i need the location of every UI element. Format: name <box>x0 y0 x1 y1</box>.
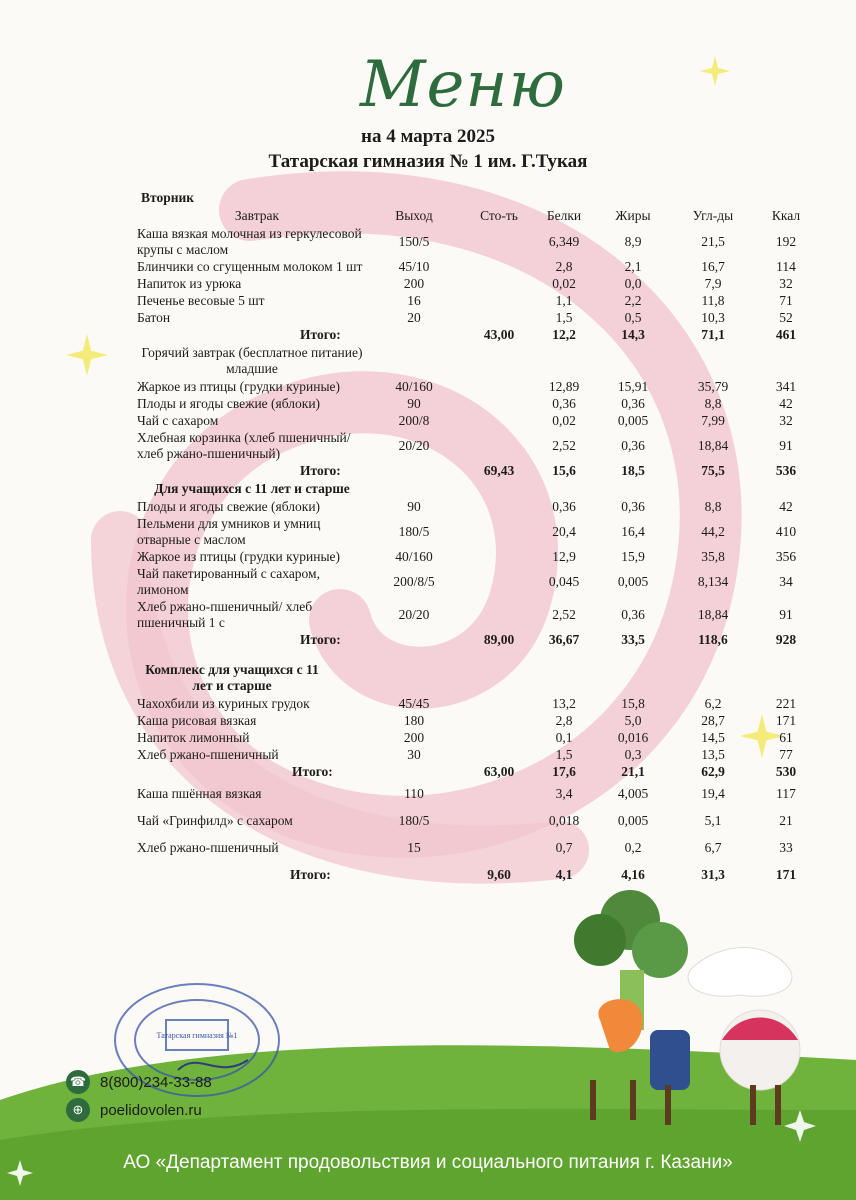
section-title: Для учащихся с 11 лет и старше <box>154 481 350 496</box>
table-row <box>0 713 856 730</box>
dish-name: Жаркое из птицы (грудки куриные) <box>137 549 341 564</box>
dish-protein: 0,36 <box>552 396 576 411</box>
sparkle-icon <box>700 56 730 86</box>
dish-protein: 20,4 <box>552 524 576 539</box>
column-header-cost: Сто-ть <box>480 208 518 223</box>
dish-name: Чахохбили из куриных грудок <box>137 696 310 711</box>
dish-carbs: 28,7 <box>701 713 725 728</box>
table-row <box>0 599 856 632</box>
table-row <box>0 396 856 413</box>
dish-out: 90 <box>407 396 421 411</box>
dish-out: 150/5 <box>398 234 430 249</box>
section-title: Завтрак <box>234 208 280 223</box>
menu-title: Меню <box>360 48 566 122</box>
dish-kcal: 32 <box>779 276 793 291</box>
dish-out: 200 <box>403 276 425 291</box>
dish-carbs: 7,99 <box>701 413 725 428</box>
dish-protein: 2,8 <box>555 259 573 274</box>
total-cost: 43,00 <box>483 327 515 342</box>
dish-protein: 2,8 <box>555 713 573 728</box>
total-label: Итого: <box>300 463 341 478</box>
dish-name: Хлеб ржано-пшеничный/ хлеб пшеничный 1 с <box>137 599 313 630</box>
total-carbs: 75,5 <box>701 463 725 478</box>
total-label: Итого: <box>290 867 331 882</box>
total-protein: 12,2 <box>552 327 576 342</box>
dish-kcal: 114 <box>776 259 796 274</box>
total-fat: 21,1 <box>621 764 645 779</box>
total-row <box>0 764 856 782</box>
dish-fat: 0,005 <box>617 413 649 428</box>
dish-name: Каша рисовая вязкая <box>137 713 257 728</box>
dish-fat: 4,005 <box>617 786 649 801</box>
total-cost: 89,00 <box>483 632 515 647</box>
phone-icon: ☎ <box>66 1070 90 1094</box>
dish-fat: 0,36 <box>621 438 645 453</box>
dish-fat: 15,8 <box>621 696 645 711</box>
table-row <box>0 413 856 430</box>
total-kcal: 530 <box>775 764 797 779</box>
dish-carbs: 6,2 <box>704 696 722 711</box>
dish-kcal: 21 <box>779 813 793 828</box>
section-header-row <box>0 481 856 499</box>
table-row <box>0 276 856 293</box>
table-row <box>0 499 856 516</box>
dish-out: 15 <box>407 840 421 855</box>
table-row <box>0 226 856 259</box>
phone-number: 8(800)234-33-88 <box>100 1073 212 1091</box>
dish-fat: 0,36 <box>621 607 645 622</box>
dish-kcal: 410 <box>775 524 797 539</box>
dish-protein: 0,7 <box>555 840 573 855</box>
total-kcal: 461 <box>775 327 797 342</box>
dish-name: Чай пакетированный с сахаром, лимоном <box>137 566 320 597</box>
table-row <box>0 379 856 396</box>
stamp-label: Татарская гимназия №1 <box>156 1031 238 1040</box>
dish-protein: 0,36 <box>552 499 576 514</box>
total-carbs: 31,3 <box>701 867 725 882</box>
dish-kcal: 61 <box>779 730 793 745</box>
dish-fat: 0,3 <box>624 747 642 762</box>
dish-name: Каша пшённая вязкая <box>137 786 262 801</box>
company-name: АО «Департамент продовольствия и социального питания г. Казани» <box>123 1152 733 1173</box>
table-row <box>0 840 856 867</box>
dish-fat: 15,9 <box>621 549 645 564</box>
dish-kcal: 34 <box>779 574 793 589</box>
dish-kcal: 171 <box>775 713 797 728</box>
dish-name: Блинчики со сгущенным молоком 1 шт <box>137 259 363 274</box>
dish-carbs: 18,84 <box>697 438 729 453</box>
phone-contact[interactable] <box>66 1070 212 1094</box>
website-link: poelidovolen.ru <box>100 1101 202 1119</box>
column-header-protein: Белки <box>546 208 582 223</box>
dish-fat: 2,1 <box>624 259 642 274</box>
dish-out: 45/45 <box>398 696 430 711</box>
dish-protein: 0,02 <box>552 276 576 291</box>
dish-out: 40/160 <box>395 549 433 564</box>
table-row <box>0 549 856 566</box>
dish-carbs: 35,79 <box>697 379 729 394</box>
dish-name: Плоды и ягоды свежие (яблоки) <box>137 499 321 514</box>
dish-out: 30 <box>407 747 421 762</box>
school-name: Татарская гимназия № 1 им. Г.Тукая <box>268 151 588 172</box>
dish-carbs: 6,7 <box>704 840 722 855</box>
website-contact[interactable] <box>66 1098 202 1122</box>
dish-out: 20/20 <box>398 438 430 453</box>
day-row <box>0 190 856 208</box>
total-carbs: 118,6 <box>698 632 728 647</box>
dish-carbs: 10,3 <box>701 310 725 325</box>
dish-carbs: 8,8 <box>704 499 722 514</box>
dish-kcal: 42 <box>779 396 793 411</box>
table-row <box>0 259 856 276</box>
dish-protein: 12,89 <box>548 379 580 394</box>
dish-fat: 16,4 <box>621 524 645 539</box>
total-label: Итого: <box>300 632 341 647</box>
dish-kcal: 71 <box>779 293 793 308</box>
dish-carbs: 14,5 <box>701 730 725 745</box>
dish-carbs: 11,8 <box>701 293 725 308</box>
dish-name: Чай с сахаром <box>137 413 219 428</box>
dish-carbs: 8,134 <box>697 574 729 589</box>
dish-protein: 0,1 <box>555 730 573 745</box>
dish-fat: 0,36 <box>621 499 645 514</box>
dish-kcal: 356 <box>775 549 797 564</box>
dish-protein: 12,9 <box>552 549 576 564</box>
table-row <box>0 516 856 549</box>
dish-protein: 1,5 <box>555 747 573 762</box>
dish-fat: 0,36 <box>621 396 645 411</box>
dish-carbs: 13,5 <box>701 747 725 762</box>
column-header-carbs: Угл-ды <box>692 208 734 223</box>
table-row <box>0 430 856 463</box>
dish-fat: 2,2 <box>624 293 642 308</box>
menu-date: на 4 марта 2025 <box>361 126 495 147</box>
section-header-row <box>0 345 856 379</box>
total-kcal: 536 <box>775 463 797 478</box>
dish-protein: 1,1 <box>555 293 573 308</box>
dish-name: Хлеб ржано-пшеничный <box>137 840 279 855</box>
section-title: Комплекс для учащихся с 11 лет и старше <box>145 662 319 693</box>
dish-out: 200/8 <box>398 413 430 428</box>
dish-out: 20 <box>407 310 421 325</box>
section-title: Горячий завтрак (бесплатное питание) младшие <box>141 345 363 376</box>
dish-fat: 0,005 <box>617 574 649 589</box>
dish-out: 20/20 <box>398 607 430 622</box>
dish-kcal: 77 <box>779 747 793 762</box>
table-row <box>0 786 856 813</box>
total-carbs: 71,1 <box>701 327 725 342</box>
dish-out: 180/5 <box>398 524 430 539</box>
dish-name: Напиток лимонный <box>137 730 250 745</box>
dish-kcal: 91 <box>779 607 793 622</box>
dish-kcal: 221 <box>775 696 797 711</box>
dish-fat: 8,9 <box>624 234 642 249</box>
dish-protein: 3,4 <box>555 786 573 801</box>
dish-kcal: 32 <box>779 413 793 428</box>
total-protein: 36,67 <box>548 632 580 647</box>
total-protein: 15,6 <box>552 463 576 478</box>
table-row <box>0 730 856 747</box>
dish-out: 16 <box>407 293 421 308</box>
dish-name: Напиток из урюка <box>137 276 242 291</box>
table-row <box>0 566 856 599</box>
total-cost: 9,60 <box>487 867 511 882</box>
total-kcal: 171 <box>775 867 797 882</box>
dish-name: Печенье весовые 5 шт <box>137 293 265 308</box>
dish-out: 45/10 <box>398 259 430 274</box>
dish-out: 110 <box>404 786 424 801</box>
dish-kcal: 192 <box>775 234 797 249</box>
dish-name: Каша вязкая молочная из геркулесовой крупы с маслом <box>137 226 362 257</box>
section-header-row <box>0 650 856 696</box>
day-label: Вторник <box>141 190 195 205</box>
dish-name: Плоды и ягоды свежие (яблоки) <box>137 396 321 411</box>
dish-out: 200 <box>403 730 425 745</box>
total-fat: 33,5 <box>621 632 645 647</box>
dish-kcal: 42 <box>779 499 793 514</box>
table-row <box>0 293 856 310</box>
dish-carbs: 8,8 <box>704 396 722 411</box>
dish-fat: 0,5 <box>624 310 642 325</box>
column-header-kcal: Ккал <box>771 208 801 223</box>
dish-carbs: 18,84 <box>697 607 729 622</box>
dish-fat: 5,0 <box>624 713 642 728</box>
dish-name: Чай «Гринфилд» с сахаром <box>137 813 293 828</box>
table-row <box>0 813 856 840</box>
total-protein: 4,1 <box>555 867 573 882</box>
column-header-fat: Жиры <box>615 208 651 223</box>
total-label: Итого: <box>292 764 333 779</box>
total-carbs: 62,9 <box>701 764 725 779</box>
dish-kcal: 91 <box>779 438 793 453</box>
section-header-row <box>0 208 856 226</box>
total-label: Итого: <box>300 327 341 342</box>
dish-protein: 2,52 <box>552 607 576 622</box>
total-fat: 4,16 <box>621 867 645 882</box>
total-protein: 17,6 <box>552 764 576 779</box>
dish-out: 180/5 <box>398 813 430 828</box>
mascots-illustration <box>570 880 830 1130</box>
dish-fat: 0,016 <box>617 730 649 745</box>
table-row <box>0 696 856 713</box>
dish-carbs: 44,2 <box>701 524 725 539</box>
dish-name: Жаркое из птицы (грудки куриные) <box>137 379 341 394</box>
globe-icon: ⊕ <box>66 1098 90 1122</box>
dish-protein: 0,02 <box>552 413 576 428</box>
dish-protein: 0,045 <box>548 574 580 589</box>
dish-carbs: 19,4 <box>701 786 725 801</box>
dish-out: 40/160 <box>395 379 433 394</box>
dish-out: 180 <box>403 713 425 728</box>
dish-carbs: 35,8 <box>701 549 725 564</box>
total-row <box>0 632 856 650</box>
total-cost: 63,00 <box>483 764 515 779</box>
dish-out: 200/8/5 <box>393 574 435 589</box>
total-kcal: 928 <box>775 632 797 647</box>
dish-fat: 15,91 <box>617 379 649 394</box>
dish-carbs: 21,5 <box>701 234 725 249</box>
dish-name: Хлеб ржано-пшеничный <box>137 747 279 762</box>
dish-protein: 13,2 <box>552 696 576 711</box>
dish-protein: 2,52 <box>552 438 576 453</box>
dish-fat: 0,005 <box>617 813 649 828</box>
dish-carbs: 7,9 <box>704 276 722 291</box>
total-cost: 69,43 <box>483 463 515 478</box>
table-row <box>0 310 856 327</box>
dish-kcal: 117 <box>776 786 796 801</box>
total-row <box>0 463 856 481</box>
menu-table <box>0 190 856 885</box>
total-row <box>0 327 856 345</box>
dish-kcal: 52 <box>779 310 793 325</box>
dish-carbs: 16,7 <box>701 259 725 274</box>
total-fat: 14,3 <box>621 327 645 342</box>
total-fat: 18,5 <box>621 463 645 478</box>
dish-name: Батон <box>137 310 171 325</box>
dish-out: 90 <box>407 499 421 514</box>
dish-name: Пельмени для умников и умниц отварные с маслом <box>137 516 321 547</box>
dish-fat: 0,2 <box>624 840 642 855</box>
dish-protein: 6,349 <box>548 234 580 249</box>
dish-name: Хлебная корзинка (хлеб пшеничный/ хлеб ржано-пшеничный) <box>137 430 351 461</box>
table-row <box>0 747 856 764</box>
dish-kcal: 33 <box>779 840 793 855</box>
column-header-out: Выход <box>395 208 433 223</box>
dish-protein: 1,5 <box>555 310 573 325</box>
dish-carbs: 5,1 <box>704 813 722 828</box>
dish-fat: 0,0 <box>624 276 642 291</box>
dish-kcal: 341 <box>775 379 797 394</box>
dish-protein: 0,018 <box>548 813 580 828</box>
